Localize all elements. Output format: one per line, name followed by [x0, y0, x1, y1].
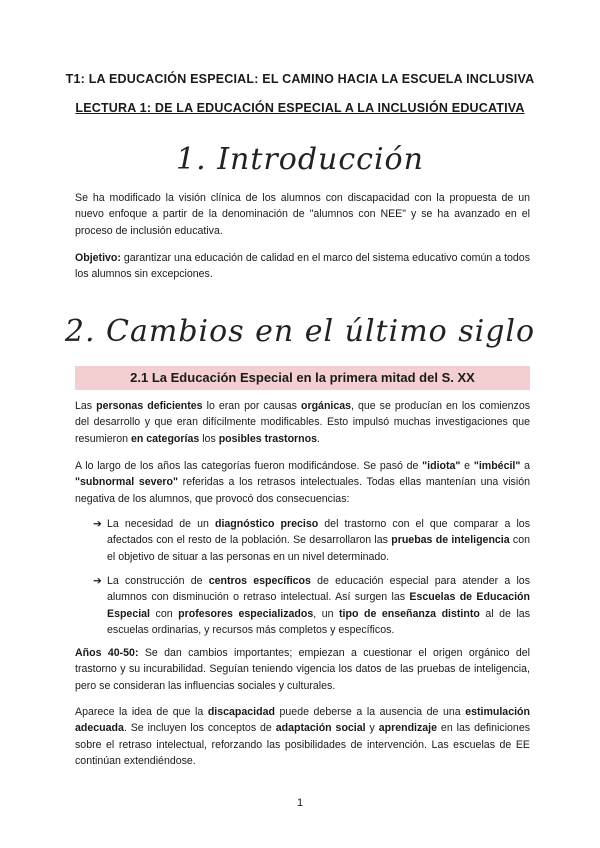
text: con el objetivo de situar a las personas en un nivel determinado.	[107, 534, 530, 563]
text: los	[199, 432, 219, 445]
text: de educación especial para atender a los alumnos con disminución o retraso intelectual. Así surgen las	[107, 575, 530, 604]
text: A lo largo de los años las categorías fueron modificándose. Se pasó de	[75, 460, 423, 472]
text: a	[520, 460, 531, 472]
text: al de las escuelas ordinarias, y recursos más completos y específicos.	[107, 607, 530, 636]
emphasis: discapacidad	[207, 706, 275, 718]
paragraph-deficient-persons	[75, 398, 530, 447]
text: y	[365, 722, 379, 735]
text: referidas a los retrasos intelectuales. Todas ellas mantenían una visión negativa de los alumnos, que provocó dos consecuencias:	[75, 476, 530, 505]
text: puede deberse a la ausencia de una	[274, 706, 466, 718]
topic-title: T1: LA EDUCACIÓN ESPECIAL: EL CAMINO HACIA LA ESCUELA INCLUSIVA	[65, 72, 535, 86]
text: , que se producían en los comienzos del desarrollo y que eran difícilmente modificables. Esto impulsó muchas investigaciones que resumieron	[75, 400, 531, 445]
paragraph-categories	[75, 458, 530, 507]
emphasis: orgánicas	[300, 400, 352, 412]
bullet-specific-centers	[93, 573, 530, 638]
years-label: Años 40-50:	[75, 647, 139, 659]
text: del trastorno con el que comparar a los afectados con el resto de la población. Se desarrollaron las	[107, 518, 530, 547]
changes-heading: 2. Cambios en el último siglo	[64, 314, 536, 349]
text: e	[460, 460, 474, 472]
emphasis: adaptación social	[275, 722, 366, 735]
emphasis: pruebas de inteligencia	[391, 534, 510, 547]
text: . Se incluyen los conceptos de	[123, 722, 276, 735]
paragraph-years-40-50	[75, 645, 530, 694]
intro-paragraph: Se ha modificado la visión clínica de los alumnos con discapacidad con la propuesta de un nuevo enfoque a partir de la denominación de "alumnos con NEE" y se ha avanzado en el proceso de inclusión educativa.	[75, 192, 530, 237]
bullet-diagnosis	[93, 516, 530, 565]
section-title: 2.1 La Educación Especial en la primera mitad del S. XX	[130, 370, 475, 385]
text: en las definiciones sobre el retraso intelectual, reforzando las posibilidades de intervención. Las escuelas de EE continúan extendiéndose.	[75, 722, 531, 767]
emphasis: aprendizaje	[378, 722, 438, 735]
text: , un	[313, 607, 340, 620]
objective-paragraph	[75, 250, 530, 283]
arrow-icon: ➔	[93, 518, 102, 530]
objective-text: garantizar una educación de calidad en el marco del sistema educativo común a todos los alumnos sin excepciones.	[75, 252, 530, 281]
paragraph-disability-idea	[75, 704, 530, 769]
text: lo eran por causas	[202, 400, 301, 412]
emphasis: en categorías	[130, 432, 200, 445]
emphasis: estimulación adecuada	[75, 706, 530, 735]
emphasis: "subnormal severo"	[75, 476, 179, 489]
emphasis: personas deficientes	[96, 400, 203, 412]
bullet-text	[107, 573, 530, 638]
emphasis: diagnóstico preciso	[214, 518, 319, 530]
arrow-icon: ➔	[93, 575, 102, 587]
text: Aparece la idea de que la	[75, 706, 208, 718]
emphasis: centros específicos	[208, 575, 311, 587]
emphasis: profesores especializados	[178, 607, 314, 620]
text: con	[150, 607, 179, 620]
emphasis: Escuelas de Educación Especial	[107, 591, 531, 620]
emphasis: tipo de enseñanza distinto	[339, 607, 480, 620]
objective-label: Objetivo:	[75, 252, 121, 264]
text: Las	[75, 400, 97, 412]
page-number: 1	[296, 797, 304, 809]
text: La construcción de	[107, 575, 209, 587]
emphasis: posibles trastornos	[218, 432, 317, 445]
text: Se dan cambios importantes; empiezan a cuestionar el origen orgánico del trastorno y su incurabilidad. Seguían teniendo vigencia los datos de las pruebas de inteligencia, pero se consideran las influencias sociales y culturales.	[75, 647, 530, 692]
emphasis: "imbécil"	[473, 460, 521, 472]
emphasis: "idiota"	[422, 460, 461, 472]
introduction-heading: 1. Introducción	[176, 142, 424, 177]
bullet-text	[107, 516, 530, 565]
reading-title: LECTURA 1: DE LA EDUCACIÓN ESPECIAL A LA INCLUSIÓN EDUCATIVA	[75, 101, 525, 115]
text: La necesidad de un	[107, 518, 215, 530]
text: .	[317, 432, 320, 445]
section-banner	[75, 366, 530, 390]
